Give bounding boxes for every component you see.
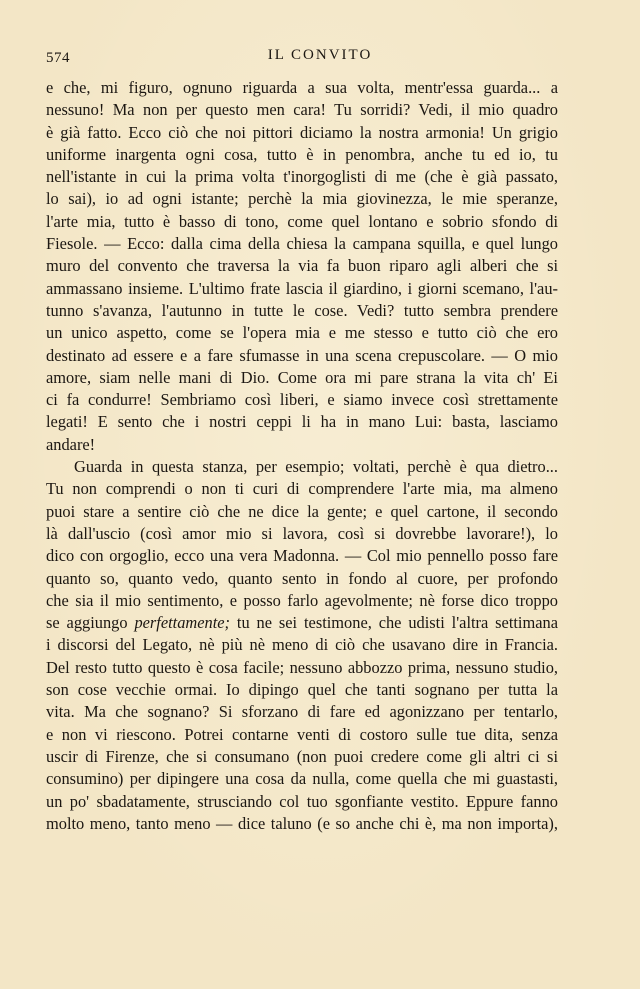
text-line: e non vi riescono. Potrei contarne venti di costoro sulle tue dita, senza — [46, 724, 558, 744]
text-line: un po' sbadatamente, strusciando col tuo sgonfiante vestito. Eppure fanno — [46, 791, 558, 811]
page-header — [46, 44, 594, 68]
text-line: nell'istante in cui la prima volta t'inorgoglisti di me (che è già passato, — [46, 167, 558, 187]
text-segment: tu ne sei testimone, che udisti l'altra settimana — [230, 613, 558, 633]
text-line: lo sai), io ad ogni istante; perchè la mia giovinezza, le mie speranze, — [46, 189, 558, 209]
text-line: legati! E sento che i nostri ceppi li ha in mano Lui: basta, lasciamo — [46, 412, 558, 432]
text-line: l'arte mia, tutto è basso di tono, come quel lontano e sobrio sfondo di — [46, 211, 558, 231]
text-line: che sia il mio sentimento, e posso farlo agevolmente; nè forse dico troppo — [46, 590, 558, 610]
text-line: ci fa condurre! Sembriamo così liberi, e siamo invece così strettamente — [46, 390, 558, 410]
text-line: là dall'uscio (così amor mio si lavora, così si dovrebbe lavorare!), lo — [46, 523, 558, 543]
text-line: i discorsi del Legato, nè più nè meno di ciò che usavano dire in Francia. — [46, 635, 558, 655]
body-text — [46, 77, 558, 835]
text-line: uniforme inargenta ogni cosa, tutto è in penombra, anche tu ed io, tu — [46, 144, 558, 164]
text-line: vita. Ma che sognano? Si sforzano di fare ed agonizzano per tentarlo, — [46, 702, 558, 722]
text-line: amore, siam nelle mani di Dio. Come ora mi pare strana la vita ch' Ei — [46, 367, 558, 387]
text-segment: se aggiungo — [46, 613, 135, 633]
text-line — [46, 612, 558, 634]
text-line: consumino) per dipingere una cosa da nulla, come quella che mi guastasti, — [46, 769, 558, 789]
text-line: nessuno! Ma non per questo men cara! Tu sorridi? Vedi, il mio quadro — [46, 100, 558, 120]
text-line: un unico aspetto, come se l'opera mia e me stesso e tutto ciò che ero — [46, 323, 558, 343]
text-line: dico con orgoglio, ecco una vera Madonna. — Col mio pennello posso fare — [46, 546, 558, 566]
text-line: Del resto tutto questo è cosa facile; nessuno abbozzo prima, nessuno studio, — [46, 657, 558, 677]
text-line: Fiesole. — Ecco: dalla cima della chiesa la campana squilla, e quel lungo — [46, 234, 558, 254]
text-line: destinato ad essere e a fare sfumasse in una scena crepuscolare. — O mio — [46, 345, 558, 365]
running-title: IL CONVITO — [267, 47, 373, 63]
text-line: è già fatto. Ecco ciò che noi pittori diciamo la nostra armonia! Un grigio — [46, 122, 558, 142]
text-line: andare! — [46, 434, 96, 454]
text-line: molto meno, tanto meno — dice taluno (e so anche chi è, ma non importa), — [46, 813, 558, 833]
text-line: muro del convento che traversa la via fa buon riparo agli alberi che si — [46, 256, 558, 276]
text-line: e che, mi figuro, ognuno riguarda a sua volta, mentr'essa guarda... a — [46, 78, 558, 97]
text-line: ammassano insieme. L'ultimo frate lascia il giardino, i giorni scemano, l'au- — [46, 278, 558, 298]
text-line: Tu non comprendi o non ti curi di comprendere l'arte mia, ma almeno — [46, 479, 558, 499]
text-line: Guarda in questa stanza, per esempio; voltati, perchè è qua dietro... — [74, 457, 558, 477]
text-line: son cose vecchie ormai. Io dipingo quel che tanti sognano per tutta la — [46, 680, 558, 700]
page-number: 574 — [46, 50, 70, 66]
text-line: puoi stare a sentire ciò che ne dice la gente; e quel cartone, il secondo — [46, 501, 558, 521]
italic-word: perfettamente; — [134, 613, 231, 633]
text-line: uscir di Firenze, che si consumano (non puoi credere come gli altri ci si — [46, 746, 558, 766]
text-line: tunno s'avanza, l'autunno in tutte le cose. Vedi? tutto sembra prendere — [46, 300, 558, 320]
text-line: quanto so, quanto vedo, quanto sento in fondo al cuore, per profondo — [46, 568, 558, 588]
